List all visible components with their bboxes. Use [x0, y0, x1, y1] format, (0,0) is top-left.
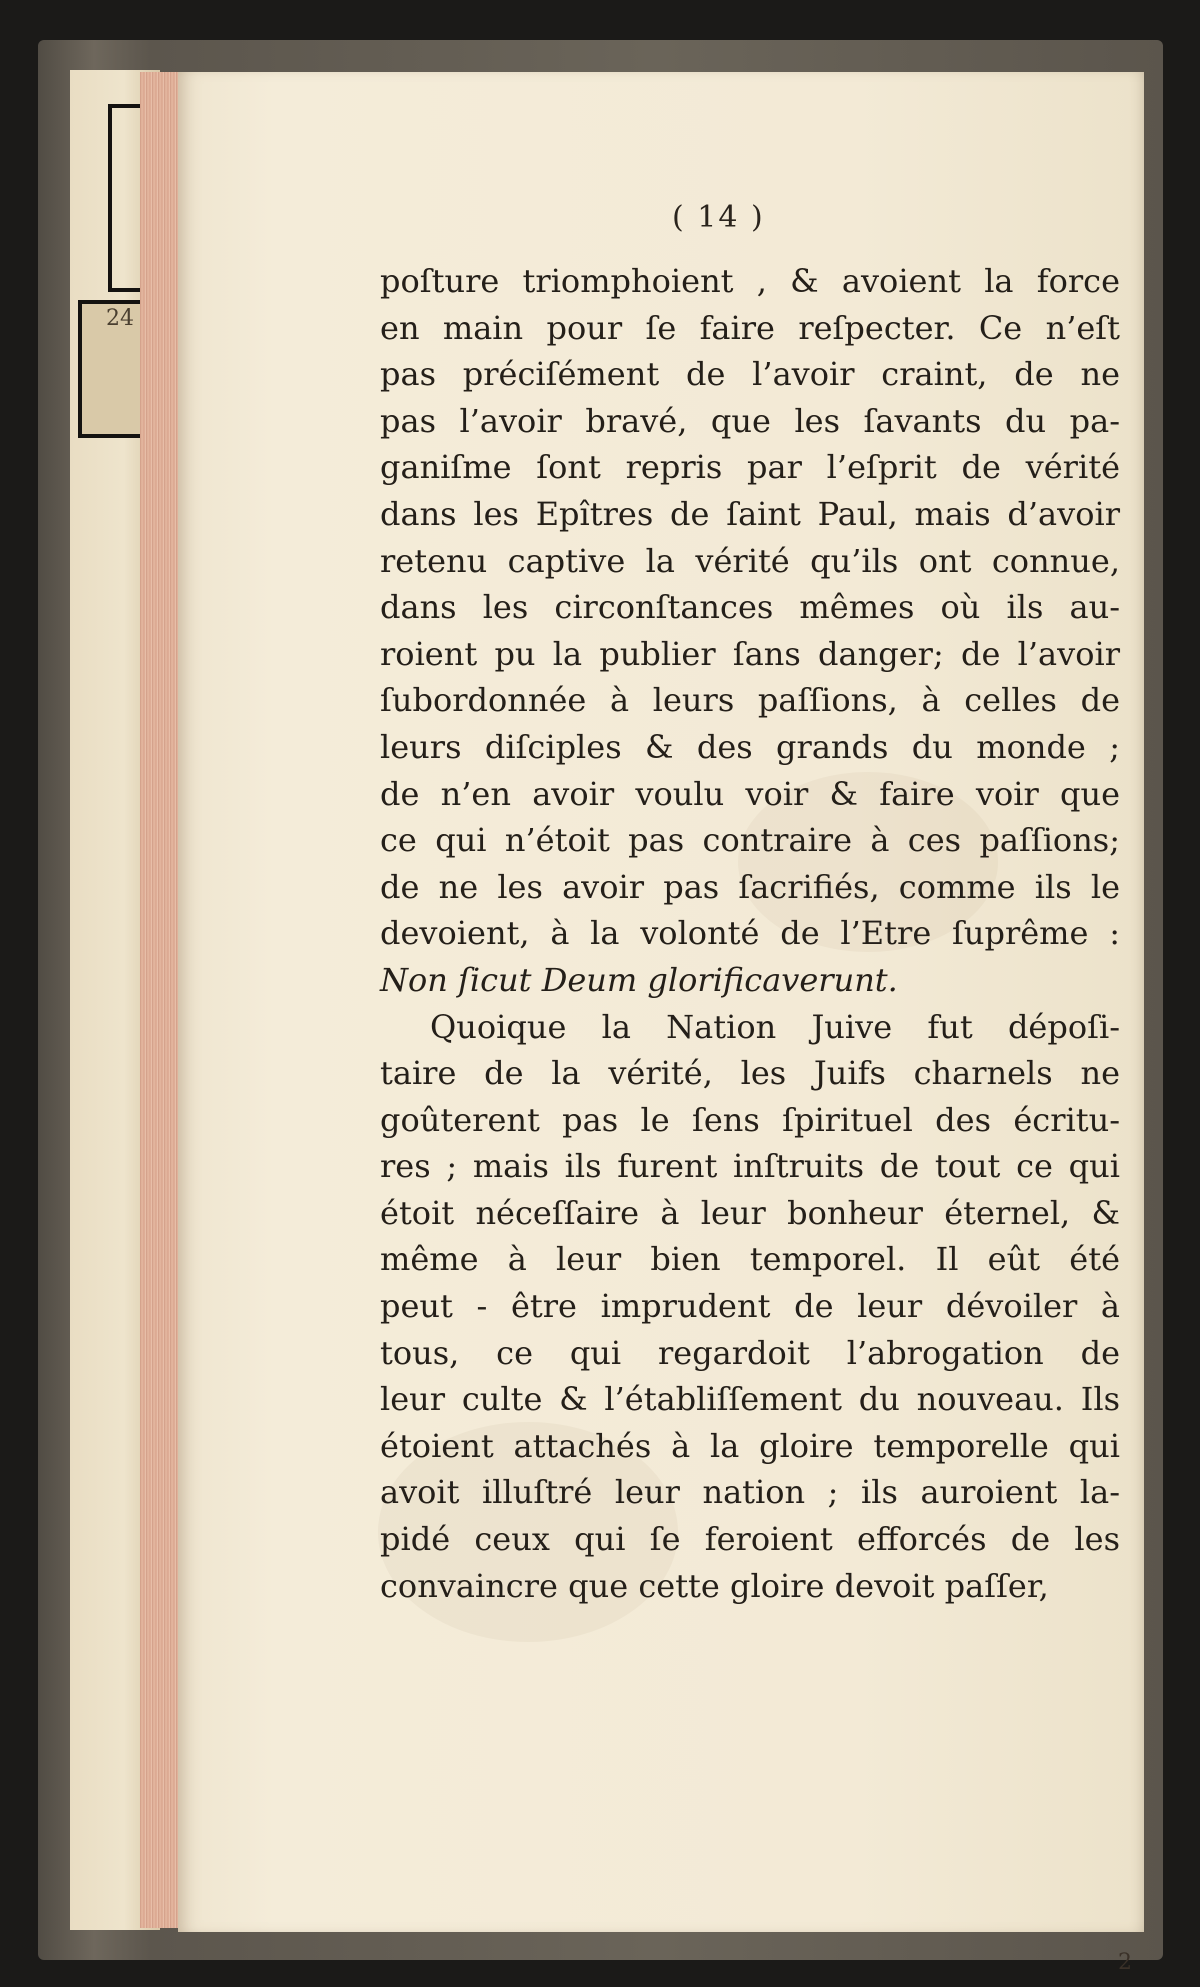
page-text — [380, 258, 1120, 1609]
text-line: en main pour ſe faire reſpecter. Ce n’eſt — [380, 308, 1120, 347]
text-line: leurs diſciples & des grands du monde ; — [380, 727, 1120, 766]
text-line: roient pu la publier ſans danger; de l’avoir — [380, 634, 1120, 673]
text-line: pas préciſément de l’avoir craint, de ne — [380, 355, 1120, 394]
text-line: de n’en avoir voulu voir & faire voir que — [380, 774, 1120, 813]
text-line: res ; mais ils furent inſtruits de tout ce qui — [380, 1147, 1120, 1186]
text-line: étoit néceſſaire à leur bonheur éternel, & — [380, 1193, 1120, 1232]
text-line: même à leur bien temporel. Il eût été — [380, 1240, 1120, 1279]
text-line: ſubordonnée à leurs paſſions, à celles de — [380, 681, 1120, 720]
left-page-number: 24 — [106, 306, 134, 331]
text-line: goûterent pas le ſens ſpirituel des écritu- — [380, 1100, 1120, 1139]
text-line: retenu captive la vérité qu’ils ont connue, — [380, 541, 1120, 580]
text-line: étoient attachés à la gloire temporelle qui — [380, 1426, 1120, 1465]
text-line: pas l’avoir bravé, que les ſavants du pa- — [380, 401, 1120, 440]
text-line: taire de la vérité, les Juifs charnels ne — [380, 1054, 1120, 1093]
text-line: dans les Epîtres de ſaint Paul, mais d’avoir — [380, 494, 1120, 533]
text-line: ce qui n’étoit pas contraire à ces paſſions; — [380, 821, 1120, 860]
text-line: convaincre que cette gloire devoit paſſer, — [380, 1566, 1049, 1605]
paragraph-start: Quoique la Nation Juive fut dépoſi- — [430, 1007, 1120, 1046]
text-line: de ne les avoir pas ſacrifiés, comme ils le — [380, 867, 1120, 906]
text-line: devoient, à la volonté de l’Etre ſuprême : — [380, 914, 1120, 953]
catchword: 2 — [1118, 1950, 1132, 1975]
text-line: pidé ceux qui ſe feroient efforcés de les — [380, 1520, 1120, 1559]
text-line: tous, ce qui regardoit l’abrogation de — [380, 1333, 1120, 1372]
page-edges — [140, 72, 180, 1928]
text-line: leur culte & l’établiſſement du nouveau. Ils — [380, 1380, 1120, 1419]
page-number: ( 14 ) — [672, 200, 765, 235]
text-line: peut - être imprudent de leur dévoiler à — [380, 1287, 1120, 1326]
latin-quotation: Non ſicut Deum glorificaverunt. — [380, 960, 898, 999]
text-line: dans les circonſtances mêmes où ils au- — [380, 588, 1120, 627]
text-line: poſture triomphoient , & avoient la force — [380, 262, 1120, 300]
text-line: ganiſme ſont repris par l’eſprit de vérité — [380, 448, 1120, 487]
text-line: avoit illuſtré leur nation ; ils auroient la- — [380, 1473, 1120, 1512]
